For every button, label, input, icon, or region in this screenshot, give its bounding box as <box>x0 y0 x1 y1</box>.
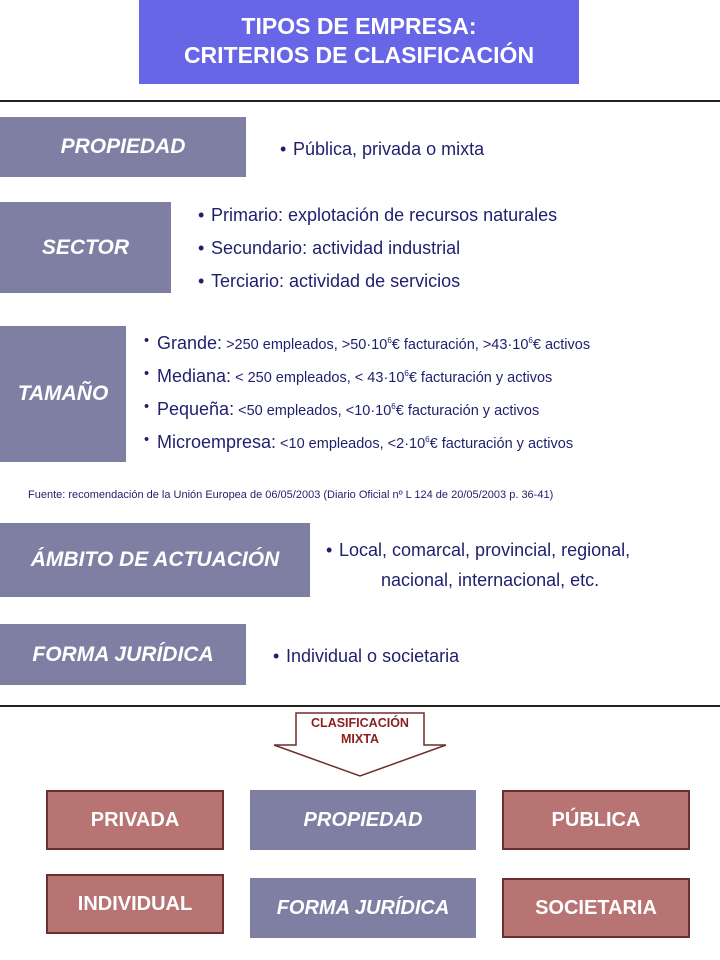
criterion-propiedad-box <box>0 117 246 177</box>
title-line-1: TIPOS DE EMPRESA: <box>241 13 477 39</box>
tamano-grande-text-1: >250 empleados, >50·10 <box>222 337 388 353</box>
criterion-propiedad-mixta <box>250 790 476 850</box>
sector-item-secundario: • Secundario: actividad industrial <box>198 238 557 271</box>
forma-list <box>273 646 459 667</box>
criterion-tamano-label: TAMAÑO <box>17 382 109 405</box>
tamano-mediana-text-2: € facturación y activos <box>408 370 553 386</box>
option-privada <box>46 790 224 850</box>
sector-item-primario: • Primario: explotación de recursos naturales <box>198 205 557 238</box>
criterion-propiedad-mixta-label: PROPIEDAD <box>303 808 423 831</box>
criterion-forma-box <box>0 624 246 685</box>
tamano-item-grande <box>144 333 590 366</box>
option-individual <box>46 874 224 934</box>
option-societaria <box>502 878 690 938</box>
propiedad-item: • Pública, privada o mixta <box>280 139 484 160</box>
sector-item-terciario: • Terciario: actividad de servicios <box>198 271 557 304</box>
title-line-2: CRITERIOS DE CLASIFICACIÓN <box>183 42 535 68</box>
tamano-item-mediana <box>144 366 590 399</box>
tamano-micro-label: Microempresa: <box>157 432 277 452</box>
page-title <box>139 0 579 84</box>
option-individual-label: INDIVIDUAL <box>77 892 193 915</box>
criterion-sector-box <box>0 202 171 293</box>
tamano-micro-text-1: <10 empleados, <2·10 <box>276 436 426 452</box>
mixta-line-2: MIXTA <box>341 732 379 746</box>
tamano-list <box>144 333 590 465</box>
tamano-mediana-text-1: < 250 empleados, < 43·10 <box>231 370 405 386</box>
tamano-micro-exp: 6 <box>425 435 430 445</box>
tamano-grande-label: Grande: <box>157 333 223 353</box>
source-note: Fuente: recomendación de la Unión Europea de 06/05/2003 (Diario Oficial nº L 124 de 20/05/2003 p. 36-41) <box>28 489 554 501</box>
criterion-sector-label: SECTOR <box>41 235 130 259</box>
criterion-forma-label: FORMA JURÍDICA <box>32 642 214 666</box>
ambito-list <box>326 535 630 595</box>
tamano-item-pequena <box>144 399 590 432</box>
criterion-tamano-box <box>0 326 126 462</box>
option-societaria-label: SOCIETARIA <box>535 896 657 919</box>
tamano-mediana-label: Mediana: <box>157 366 232 386</box>
tamano-grande-exp-2: 6 <box>528 336 533 346</box>
mixta-label <box>296 715 424 747</box>
bottom-divider <box>0 705 720 707</box>
ambito-line-1: Local, comarcal, provincial, regional, <box>339 540 631 560</box>
top-divider <box>0 100 720 102</box>
mixta-line-1: CLASIFICACIÓN <box>311 716 409 730</box>
tamano-pequena-text-1: <50 empleados, <10·10 <box>234 403 392 419</box>
option-privada-label: PRIVADA <box>90 808 180 831</box>
tamano-mediana-exp: 6 <box>404 369 409 379</box>
criterion-ambito-label: ÁMBITO DE ACTUACIÓN <box>30 548 280 571</box>
tamano-grande-text-2: € facturación, >43·10 <box>391 337 529 353</box>
sector-list <box>198 205 557 304</box>
tamano-pequena-label: Pequeña: <box>157 399 235 419</box>
criterion-forma-mixta-label: FORMA JURÍDICA <box>276 896 450 919</box>
tamano-pequena-exp: 6 <box>391 402 396 412</box>
tamano-pequena-text-2: € facturación y activos <box>395 403 540 419</box>
option-publica <box>502 790 690 850</box>
forma-item: • Individual o societaria <box>273 646 459 667</box>
propiedad-list <box>280 139 484 160</box>
tamano-item-microempresa <box>144 432 590 465</box>
tamano-grande-text-3: € activos <box>532 337 591 353</box>
tamano-micro-text-2: € facturación y activos <box>429 436 574 452</box>
option-publica-label: PÚBLICA <box>551 808 641 831</box>
criterion-propiedad-label: PROPIEDAD <box>60 135 186 158</box>
criterion-ambito-box <box>0 523 310 597</box>
ambito-line-2: nacional, internacional, etc. <box>381 570 600 590</box>
criterion-forma-mixta <box>250 878 476 938</box>
tamano-grande-exp-1: 6 <box>387 336 392 346</box>
ambito-item <box>326 535 630 595</box>
